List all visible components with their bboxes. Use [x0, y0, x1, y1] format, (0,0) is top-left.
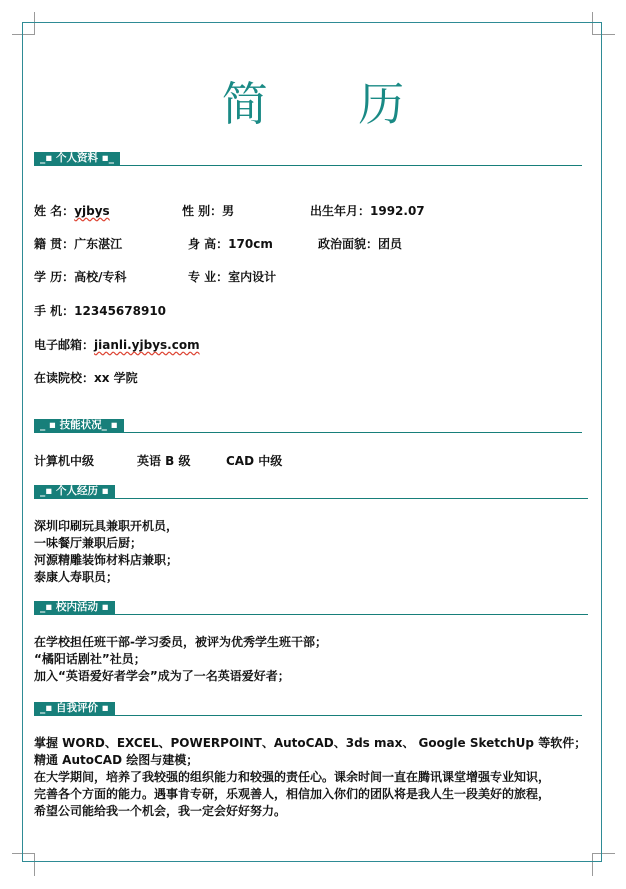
politics-field: 政治面貌：团员	[318, 237, 403, 251]
page-title: 简 历	[221, 77, 443, 131]
section-header-self-evaluation	[34, 698, 582, 720]
phone-field: 手 机：12345678910	[34, 304, 167, 318]
section-header-experience	[34, 481, 588, 503]
major-field: 专 业：室内设计	[188, 270, 277, 284]
school-field: 在读院校：xx 学院	[34, 371, 138, 385]
skill-english: 英语 B 级	[137, 454, 191, 468]
campus-item: “橘阳话剧社”社员；	[34, 652, 146, 666]
section-tab-experience: _▪ 个人经历 ▪	[34, 485, 115, 498]
self-evaluation-line: 掌握 WORD、EXCEL、POWERPOINT、AutoCAD、3ds max、 Google SketchUp 等软件；	[34, 736, 587, 750]
section-rule	[34, 165, 582, 166]
name-value: yjbys	[74, 204, 110, 218]
email-label: 电子邮箱：	[34, 338, 95, 352]
origin-field: 籍 贯：广东湛江	[34, 237, 123, 251]
experience-item: 泰康人寿职员；	[34, 570, 119, 584]
skill-computer: 计算机中级	[34, 454, 95, 468]
self-evaluation-text	[34, 735, 586, 820]
section-rule	[34, 715, 582, 716]
section-rule	[34, 614, 588, 615]
self-evaluation-line: 在大学期间，培养了我较强的组织能力和较强的责任心。课余时间一直在腾讯课堂增强专业知识，	[34, 770, 551, 784]
skill-cad: CAD 中级	[226, 454, 283, 468]
name-label: 姓 名：	[34, 204, 75, 218]
section-rule	[34, 432, 582, 433]
section-rule	[34, 498, 588, 499]
email-field	[34, 336, 200, 353]
campus-item: 加入“英语爱好者学会”成为了一名英语爱好者；	[34, 669, 290, 683]
section-header-campus	[34, 597, 588, 619]
section-tab-self-evaluation: _▪ 自我评价 ▪	[34, 702, 115, 715]
self-evaluation-line: 精通 AutoCAD 绘图与建模；	[34, 753, 199, 767]
height-field: 身 高：170cm	[188, 237, 273, 251]
self-evaluation-line: 完善各个方面的能力。遇事肯专研，乐观善人，相信加入你们的团队将是我人生一段美好的旅程，	[34, 787, 551, 801]
name-field	[34, 202, 110, 219]
experience-list	[34, 518, 178, 586]
self-evaluation-line: 希望公司能给我一个机会，我一定会好好努力。	[34, 804, 287, 818]
section-tab-campus: _▪ 校内活动 ▪	[34, 601, 115, 614]
birth-field: 出生年月：1992.07	[310, 204, 425, 218]
email-value: jianli.yjbys.com	[94, 338, 200, 352]
campus-item: 在学校担任班干部-学习委员，被评为优秀学生班干部；	[34, 635, 327, 649]
experience-item: 一味餐厅兼职后厨；	[34, 536, 143, 550]
section-header-skills	[34, 415, 582, 437]
education-field: 学 历：高校/专科	[34, 270, 127, 284]
experience-item: 深圳印刷玩具兼职开机员，	[34, 519, 179, 533]
section-tab-personal: _▪ 个人资料 ▪_	[34, 152, 120, 165]
section-header-personal	[34, 148, 582, 170]
section-tab-skills: _ ▪ 技能状况_ ▪	[34, 419, 124, 432]
gender-field: 性 别：男	[182, 204, 235, 218]
campus-list	[34, 634, 327, 685]
experience-item: 河源精雕装饰材料店兼职；	[34, 553, 179, 567]
